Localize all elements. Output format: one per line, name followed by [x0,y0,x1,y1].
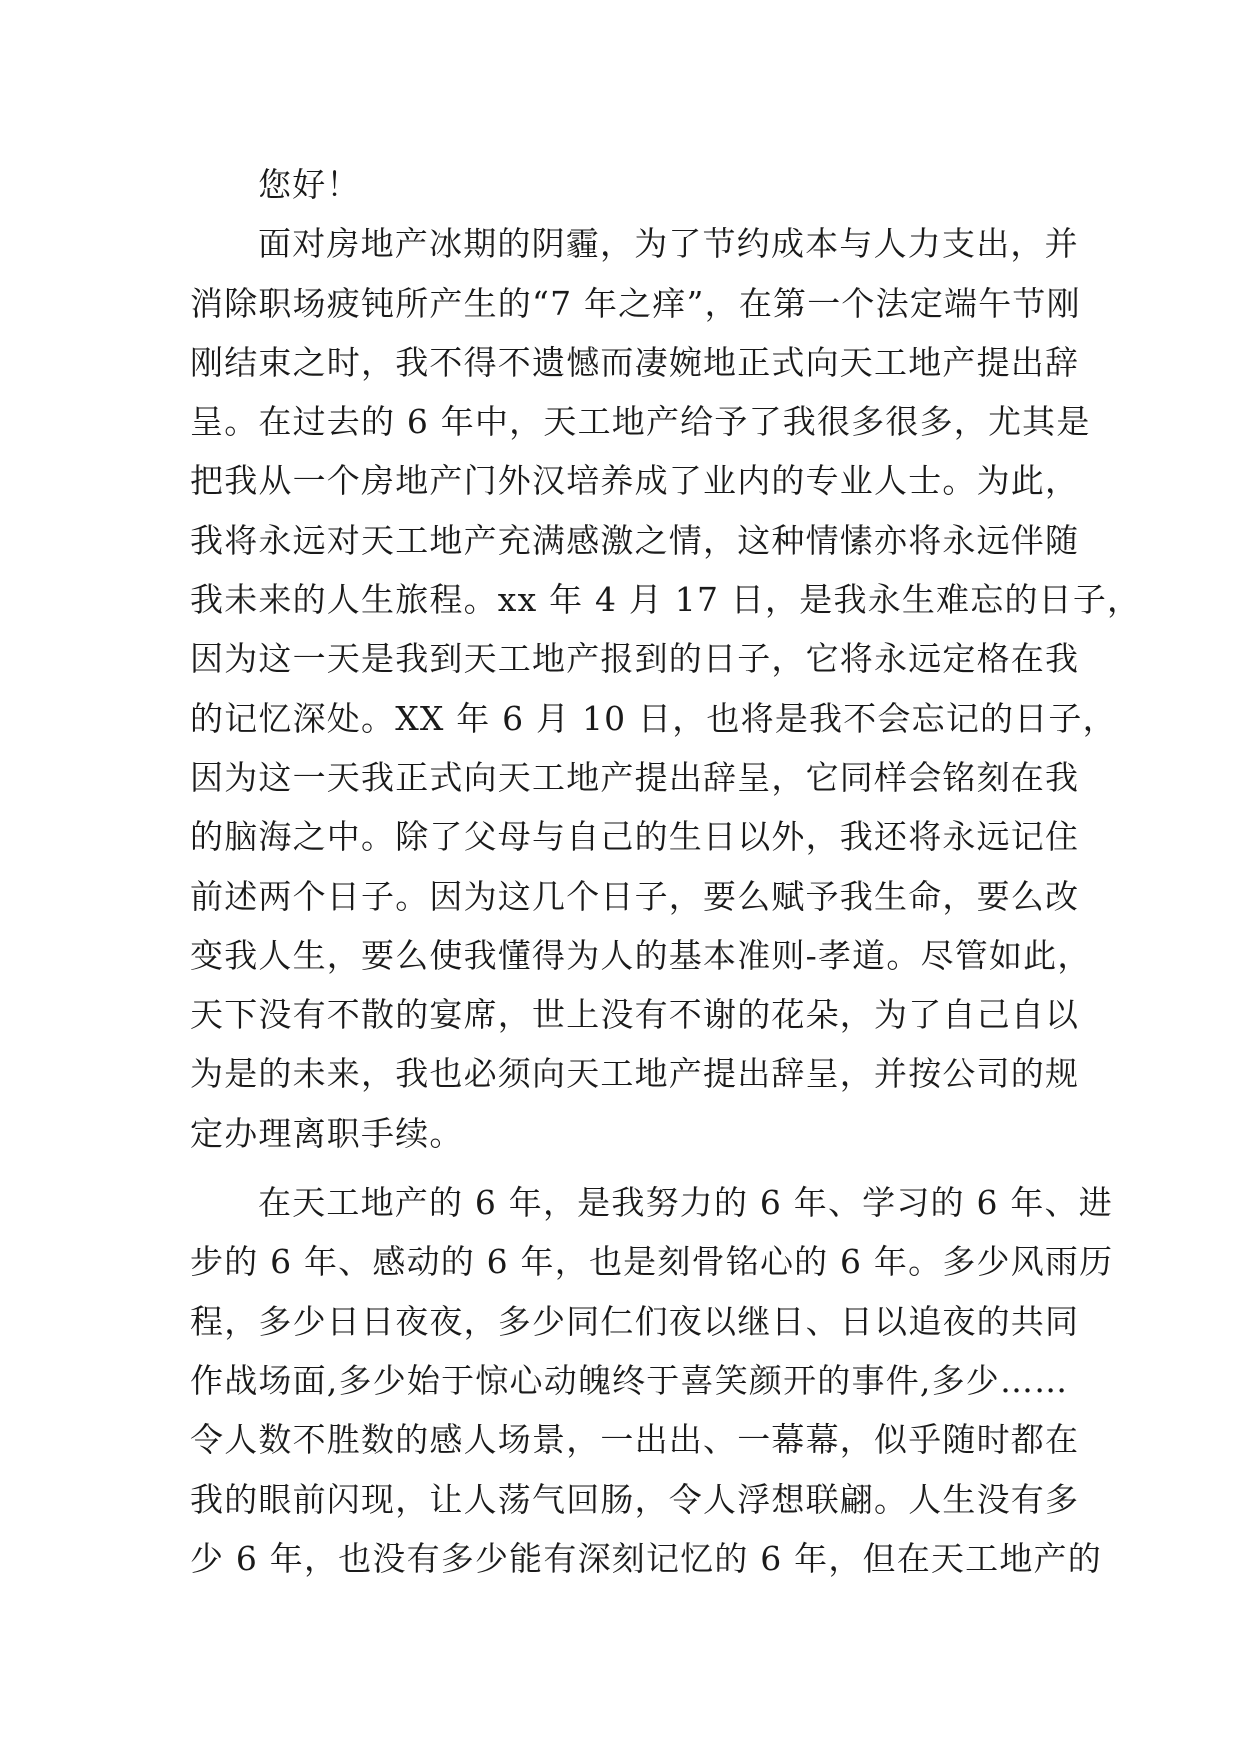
paragraph-line: 变我人生，要么使我懂得为人的基本准则-孝道。尽管如此， [190,935,1092,975]
paragraph-line: 在天工地产的 6 年，是我努力的 6 年、学习的 6 年、进 [258,1183,1113,1223]
letter-body [190,155,1142,1588]
paragraph-line: 我的眼前闪现，让人荡气回肠，令人浮想联翩。人生没有多 [190,1479,1080,1519]
paragraph-line: 因为这一天我正式向天工地产提出辞呈，它同样会铭刻在我 [190,757,1080,797]
paragraph-line: 把我从一个房地产门外汉培养成了业内的专业人士。为此， [190,461,1080,501]
paragraph-gap [190,1163,1070,1173]
paragraph-line: 因为这一天是我到天工地产报到的日子，它将永远定格在我 [190,639,1080,679]
paragraph-line: 面对房地产冰期的阴霾，为了节约成本与人力支出，并 [258,224,1079,264]
greeting-line: 您好！ [258,165,361,204]
paragraph-line: 少 6 年，也没有多少能有深刻记忆的 6 年，但在天工地产的 [190,1538,1102,1578]
paragraph-line: 我将永远对天工地产充满感激之情，这种情愫亦将永远伴随 [190,520,1080,560]
paragraph-line: 令人数不胜数的感人场景，一出出、一幕幕，似乎随时都在 [190,1420,1080,1460]
paragraph-line: 前述两个日子。因为这几个日子，要么赋予我生命，要么改 [190,876,1080,916]
paragraph-line: 的脑海之中。除了父母与自己的生日以外，我还将永远记住 [190,817,1080,857]
paragraph-1 [190,214,1142,1163]
paragraph-line: 作战场面,多少始于惊心动魄终于喜笑颜开的事件,多少…… [190,1360,1069,1400]
paragraph-2 [190,1173,1114,1588]
paragraph-line: 消除职场疲钝所产生的“7 年之痒”，在第一个法定端午节刚 [190,283,1081,323]
paragraph-line: 定办理离职手续。 [190,1113,464,1153]
paragraph-line: 程，多少日日夜夜，多少同仁们夜以继日、日以追夜的共同 [190,1301,1080,1341]
paragraph-line: 刚结束之时，我不得不遗憾而凄婉地正式向天工地产提出辞 [190,342,1080,382]
paragraph-line: 我未来的人生旅程。xx 年 4 月 17 日，是我永生难忘的日子， [190,580,1142,620]
paragraph-line: 呈。在过去的 6 年中，天工地产给予了我很多很多，尤其是 [190,402,1091,442]
paragraph-line: 天下没有不散的宴席，世上没有不谢的花朵，为了自己自以 [190,995,1080,1035]
paragraph-line: 步的 6 年、感动的 6 年，也是刻骨铭心的 6 年。多少风雨历 [190,1242,1114,1282]
paragraph-line: 为是的未来，我也必须向天工地产提出辞呈，并按公司的规 [190,1054,1080,1094]
paragraph-line: 的记忆深处。XX 年 6 月 10 日，也将是我不会忘记的日子， [190,698,1117,738]
